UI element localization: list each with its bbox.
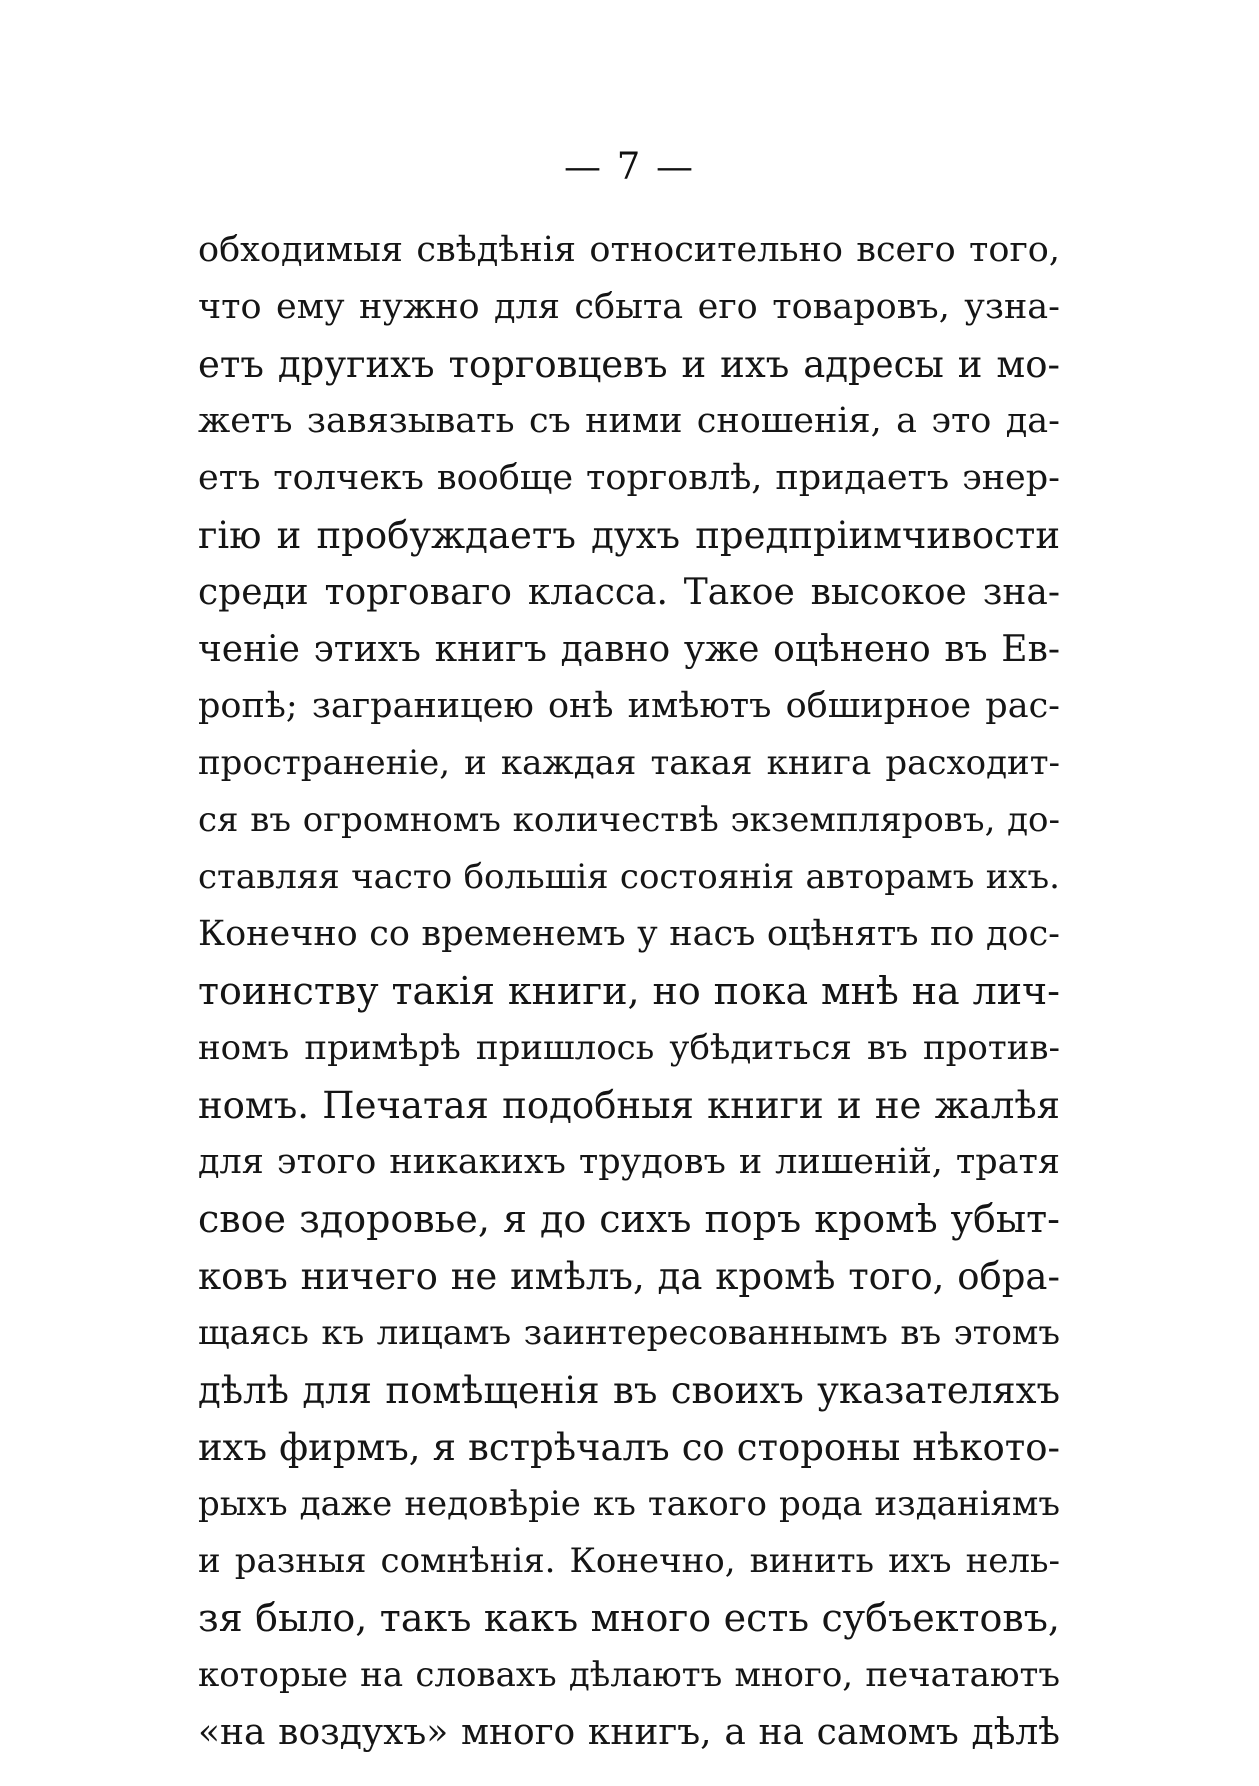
text-line: ченіе этихъ книгъ давно уже оцѣнено въ Ев- [198, 629, 1060, 670]
text-line: которые на словахъ дѣлаютъ много, печатаютъ [198, 1655, 1060, 1695]
text-line: рыхъ даже недовѣріе къ такого рода изданіямъ [198, 1484, 1060, 1524]
text-line: етъ толчекъ вообще торговлѣ, придаетъ энер- [198, 458, 1060, 498]
text-line: ропѣ; заграницею онѣ имѣютъ обширное рас- [198, 686, 1060, 726]
page-number: — 7 — [563, 145, 696, 188]
text-line: и разныя сомнѣнія. Конечно, винить ихъ нель- [198, 1541, 1060, 1581]
body-text [198, 222, 1060, 1761]
text-line: гію и пробуждаетъ духъ предпріимчивости [198, 514, 1060, 557]
text-line: для этого никакихъ трудовъ и лишеній, тратя [198, 1142, 1060, 1182]
text-line: Конечно со временемъ у насъ оцѣнятъ по дос- [198, 914, 1060, 954]
text-line: щаясь къ лицамъ заинтересованнымъ въ этомъ [198, 1313, 1060, 1353]
text-line: свое здоровье, я до сихъ поръ кромѣ убыт- [198, 1197, 1060, 1241]
text-line: номъ. Печатая подобныя книги и не жалѣя [198, 1084, 1060, 1127]
text-line: «на воздухъ» много книгъ, а на самомъ дѣлѣ [198, 1712, 1060, 1753]
text-line: зя было, такъ какъ много есть субъектовъ, [198, 1596, 1060, 1640]
text-line: ковъ ничего не имѣлъ, да кромѣ того, обра- [198, 1255, 1060, 1298]
text-line: етъ другихъ торговцевъ и ихъ адресы и мо- [198, 343, 1060, 386]
text-line: ихъ фирмъ, я встрѣчалъ со стороны нѣкото- [198, 1426, 1060, 1469]
text-line: ставляя часто большія состоянія авторамъ ихъ. [198, 857, 1060, 897]
text-line: пространеніе, и каждая такая книга расходит- [198, 743, 1060, 783]
text-line: жетъ завязывать съ ними сношенія, а это да- [198, 401, 1060, 441]
text-line: обходимыя свѣдѣнія относительно всего того, [198, 230, 1060, 270]
text-line: тоинству такія книги, но пока мнѣ на лич- [198, 969, 1060, 1013]
text-line: среди торговаго класса. Такое высокое зна- [198, 572, 1060, 613]
text-line: ся въ огромномъ количествѣ экземпляровъ, до- [198, 800, 1060, 840]
text-line: номъ примѣрѣ пришлось убѣдиться въ против- [198, 1028, 1060, 1068]
text-line: дѣлѣ для помѣщенія въ своихъ указателяхъ [198, 1369, 1060, 1412]
text-line: что ему нужно для сбыта его товаровъ, узна- [198, 287, 1060, 327]
